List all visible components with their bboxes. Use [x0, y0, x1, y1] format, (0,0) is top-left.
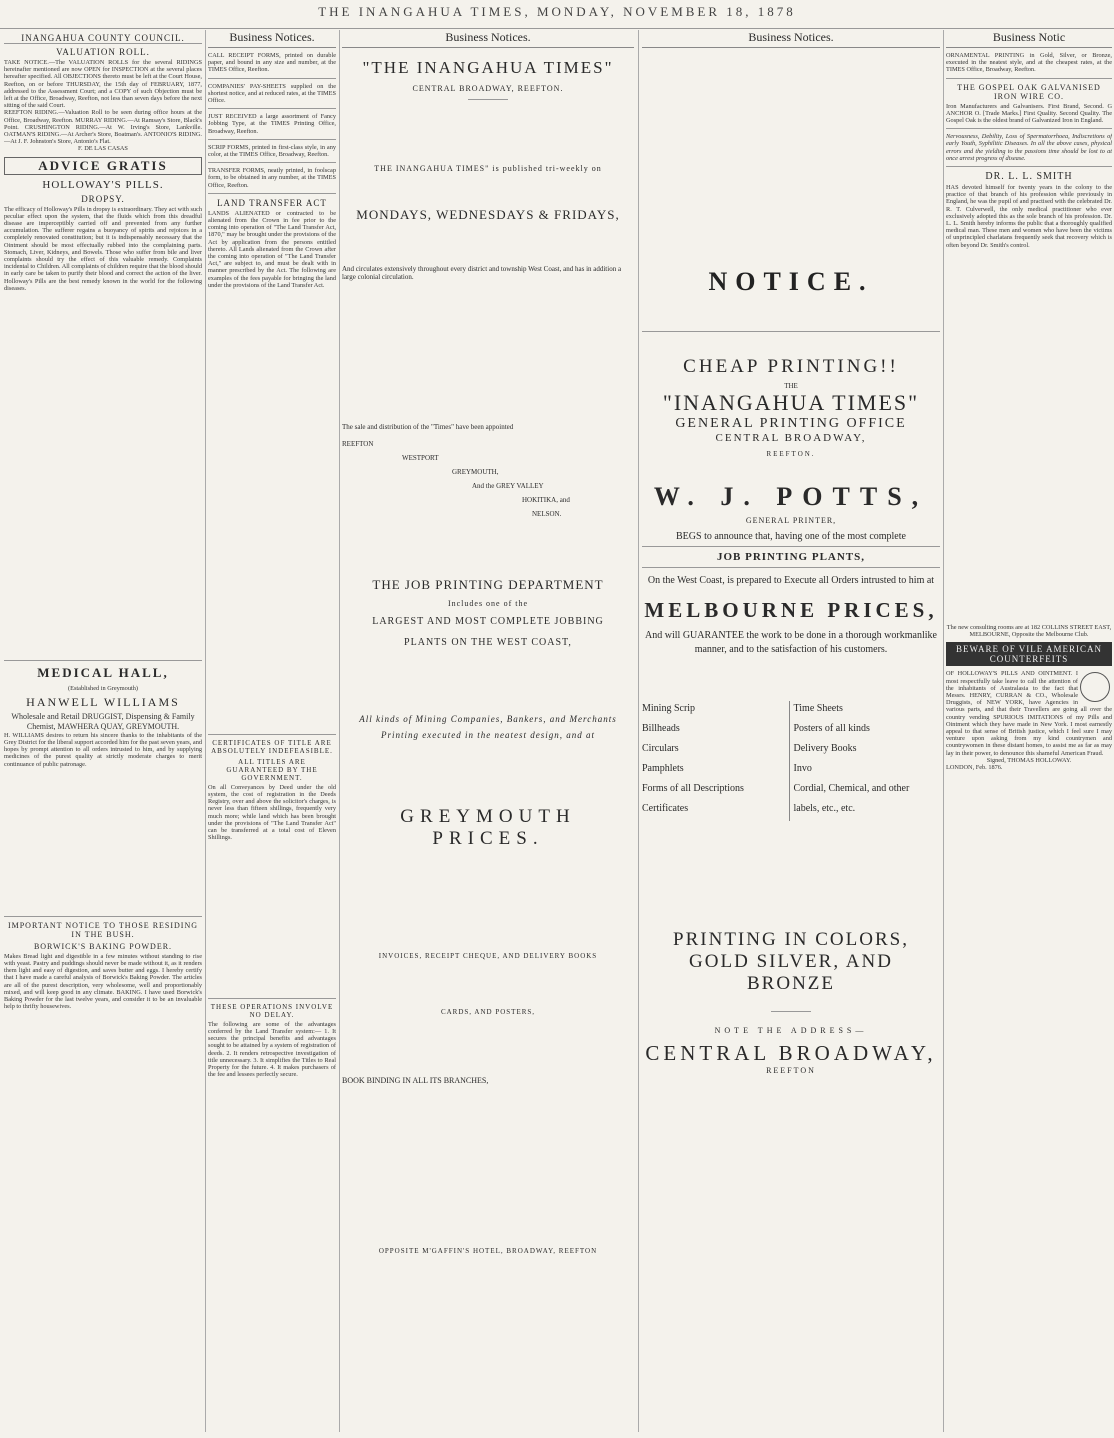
- ridings-list: REEFTON RIDING.—Valuation Roll to be seen during office hours at the Office, Broadway, Reefton. MURRAY RIDING.—At Ramsay's Store, Black's Point. CRUSHINGTON RIDING.—At W. Irving's Store, Lankville. OATMAN'S RIDING.—At Archer's Store, Boatman's. ANTONIO'S RIDING.—At J. F. Johnston's Store, Antonio's Flat.: [4, 109, 202, 146]
- london-date: LONDON, Feb. 1876.: [946, 764, 1003, 772]
- holloway-counterfeit-text: OF HOLLOWAY'S PILLS AND OINTMENT. I most respectfully take leave to call the attention of the inhabitants of Australasia to the fact that Messrs. HENRY, CURRAN & CO., Wholesale Druggists, of NEW YORK, have Agencies in various parts, and that their Travellers are going all over the country vending SPURIOUS IMITATIONS of my Pills and Ointment which they have made in New York. I most earnestly appeal to that sense of British justice, which I feel sure I may venture upon asking from my kind countrymen and countrywomen in these distant homes, to assist me as far as may lay in their power, to denounce this shameful American Fraud.: [946, 670, 1112, 757]
- west-coast-line: On the West Coast, is prepared to Execute all Orders intrusted to him at: [647, 575, 935, 586]
- operations-heading: THESE OPERATIONS INVOLVE NO DELAY.: [210, 1002, 334, 1019]
- gospel-oak-heading: THE GOSPEL OAK GALVANISED IRON WIRE CO.: [957, 82, 1101, 101]
- divider: [208, 193, 336, 194]
- notice-type: JUST RECEIVED a large assortment of Fancy Jobbing Type, at the TIMES Printing Office, Broadway, Reefton.: [208, 113, 336, 135]
- consulting-rooms: The new consulting rooms are at 182 COLLINS STREET EAST, MELBOURNE, Opposite the Melbourne Club.: [946, 624, 1112, 639]
- valuation-notice: TAKE NOTICE.—The VALUATION ROLLS for the several RIDINGS hereinafter mentioned are now OPEN for INSPECTION at the several places hereafter specified. All OBJECTIONS thereto must be left at the Court House, Reefton, on or before THURSDAY, the 15th day of FEBRUARY, 1877, addressed to the Assessment Court; and a COPY of such Objection must be left at the Office, Broadway, Reefton, not less than seven days before the next sitting of the said Court.: [4, 59, 202, 110]
- times-title: "THE INANGAHUA TIMES": [362, 58, 614, 77]
- reefton-line: REEFTON.: [766, 450, 816, 458]
- central-broadway: CENTRAL BROADWAY,: [715, 432, 867, 444]
- town-item: And the GREY VALLEY: [472, 482, 544, 490]
- services-right: [789, 701, 941, 821]
- nervousness-text: Nervousness, Debility, Loss of Spermatorrhoea, Indiscretions of early Youth, Syphilitic Diseases. In all the above cases, physical errors and the yielding to the passions time should be lost to at once arrest progress of disease.: [946, 133, 1112, 162]
- ornamental-notice: ORNAMENTAL PRINTING in Gold, Silver, or Bronze, executed in the neatest style, and at the cheapest rates, at the TIMES Office, Broadway, Reefton.: [946, 52, 1112, 74]
- column-5: [946, 30, 1112, 1432]
- service-item: Invo: [793, 763, 812, 774]
- printing-colors: PRINTING IN COLORS, GOLD SILVER, AND BRONZE: [673, 929, 909, 994]
- column-rule: [638, 30, 639, 1432]
- chemist-text: H. WILLIAMS desires to return his sincere thanks to the inhabitants of the Grey District for the liberal support accorded him for the past seven years, and hopes by prompt attention to all orders intrusted to him, and by supplying medicines of the purest quality at strictly moderate charges to merit continuance of public patronage.: [4, 731, 202, 768]
- divider: [771, 1011, 811, 1012]
- service-item: Delivery Books: [793, 743, 857, 754]
- opposite-line: OPPOSITE M'GAFFIN'S HOTEL, BROADWAY, REEFTON: [378, 1247, 598, 1255]
- includes-line: Includes one of the: [447, 599, 529, 608]
- service-item: Pamphlets: [642, 763, 684, 774]
- business-notices-heading: Business Notic: [946, 30, 1112, 48]
- central-broadway-large: CENTRAL BROADWAY,: [645, 1041, 937, 1065]
- plants-line: PLANTS ON THE WEST COAST,: [404, 637, 572, 648]
- column-1: [4, 30, 202, 1432]
- certificates-heading: CERTIFICATES OF TITLE ARE ABSOLUTELY INDEFEASIBLE.: [211, 738, 333, 755]
- notice-heading: NOTICE.: [708, 267, 874, 296]
- largest-line: LARGEST AND MOST COMPLETE JOBBING: [372, 616, 604, 627]
- printing-line: Printing executed in the neatest design, and at: [381, 730, 595, 740]
- services-left: [642, 701, 789, 821]
- borwick-heading: BORWICK'S BAKING POWDER.: [33, 941, 173, 951]
- notice-call-receipt: CALL RECEIPT FORMS, printed on durable paper, and bound in any size and number, at the TIMES Office, Reefton.: [208, 52, 336, 74]
- important-notice-heading: IMPORTANT NOTICE TO THOSE RESIDING IN THE BUSH.: [7, 920, 199, 939]
- divider: [4, 660, 202, 661]
- the-word: THE: [784, 382, 798, 390]
- business-notices-heading: Business Notices.: [342, 30, 634, 48]
- note-address: NOTE THE ADDRESS—: [714, 1026, 868, 1035]
- melbourne-prices: MELBOURNE PRICES,: [644, 598, 938, 622]
- service-item: Circulars: [642, 743, 679, 754]
- gospel-oak-text: Iron Manufacturers and Galvanisers. First Brand, Second. G ANCHOR O. [Trade Marks.] First Quality. Second Quality. The Gospel Oak is the oldest brand of Galvanized Iron in England.: [946, 102, 1112, 125]
- dr-smith-heading: DR. L. L. SMITH: [985, 171, 1073, 183]
- printing-services-list: [642, 701, 940, 821]
- council-signer: F. DE LAS CASAS: [78, 145, 128, 153]
- column-3: [342, 30, 634, 1432]
- column-rule: [205, 30, 206, 1432]
- service-item: Certificates: [642, 803, 689, 814]
- divider: [208, 998, 336, 999]
- town-item: WESTPORT: [402, 454, 439, 462]
- general-printing-office: GENERAL PRINTING OFFICE: [675, 416, 907, 431]
- divider: [208, 162, 336, 163]
- column-4: [642, 30, 940, 1432]
- guaranteed-heading: ALL TITLES ARE GUARANTEED BY THE GOVERNMENT.: [226, 757, 318, 782]
- guarantee-line: And will GUARANTEE the work to be done in a thorough workmanlike manner, and to the satisfaction of his customers.: [645, 630, 937, 655]
- divider: [946, 78, 1112, 79]
- town-item: NELSON.: [532, 510, 562, 518]
- divider: [946, 166, 1112, 167]
- column-rule: [339, 30, 340, 1432]
- service-item: Billheads: [642, 723, 680, 734]
- times-title-large: "INANGAHUA TIMES": [662, 390, 920, 415]
- notice-transfer: TRANSFER FORMS, neatly printed, in foolscap form, to be obtained in any number, at the TIMES Office, Reefton.: [208, 167, 336, 189]
- times-address: CENTRAL BROADWAY, REEFTON.: [412, 84, 564, 93]
- divider: [208, 139, 336, 140]
- divider: [468, 99, 508, 100]
- masthead: THE INANGAHUA TIMES, MONDAY, NOVEMBER 18, 1878: [0, 4, 1114, 29]
- divider: [4, 916, 202, 917]
- service-item: Mining Scrip: [642, 703, 696, 714]
- guarantee-text: On all Conveyances by Deed under the old system, the cost of registration in the Deeds Registry, over and above the solicitor's charges, is never less than fifteen shillings, frequently very much more; while land which has been brought under the provisions of "The Land Transfer Act" can be transferred at a total cost of Eleven Shillings.: [208, 783, 336, 842]
- divider: [642, 546, 940, 547]
- chemist-lines: Wholesale and Retail DRUGGIST, Dispensing & Family Chemist, MAWHERA QUAY, GREYMOUTH.: [11, 711, 195, 731]
- notice-scrip: SCRIP FORMS, printed in first-class style, in any color, at the TIMES Office, Broadway, Reefton.: [208, 143, 336, 159]
- divider: [208, 108, 336, 109]
- dr-smith-text: HAS devoted himself for twenty years in the colony to the practice of that branch of his profession while previously in England, he was the pupil of and practised with the celebrated Dr. R. T. Culverwell, the only medical practitioner who ever exclusively adopted this as the sole branch of his profession. Dr. L. L. Smith hereby informs the public that a thoroughly qualified medical man. These men and women who have been the victims of unprincipled charlatans frequently seek that recovery which is often beyond Dr. Smith's control.: [946, 184, 1112, 249]
- business-notices-heading: Business Notices.: [642, 30, 940, 48]
- town-item: HOKITIKA, and: [522, 496, 570, 504]
- borwick-text: Makes Bread light and digestible in a few minutes without standing to rise with yeast. Pastry and puddings should never be made without it, as it renders them light and easy of digestion, and saves butter and eggs. I hereby certify that I have made a careful analysis of Borwick's Baking Powder. The articles are all of the purest description, very wholesome, well and proportionably mixed, and will keep good in any climate. BAKING. I have used Borwick's Baking Powder for the last twelve years, and consider it to be an invaluable help to thrifty housewives.: [4, 952, 202, 1011]
- council-heading: INANGAHUA COUNTY COUNCIL.: [4, 33, 202, 44]
- divider: [642, 331, 940, 332]
- hanwell-williams: HANWELL WILLIAMS: [26, 694, 180, 709]
- reefton-footer: REEFTON: [766, 1066, 816, 1075]
- published-line: THE INANGAHUA TIMES" is published tri-weekly on: [374, 164, 602, 173]
- medical-established: (Established in Greymouth): [68, 684, 138, 692]
- advice-gratis-heading: ADVICE GRATIS: [4, 157, 202, 175]
- holloway-heading: HOLLOWAY'S PILLS.: [42, 178, 164, 191]
- towns-list: [342, 437, 634, 521]
- sale-line: The sale and distribution of the "Times" have been appointed: [342, 423, 514, 431]
- cards-line: CARDS, AND POSTERS,: [440, 1008, 536, 1016]
- notice-pay-sheets: COMPANIES' PAY-SHEETS supplied on the shortest notice, and at reduced rates, at the TIMES Office.: [208, 82, 336, 105]
- potts-heading: W. J. POTTS,: [653, 482, 929, 511]
- mining-line: All kinds of Mining Companies, Bankers, and Merchants: [359, 714, 617, 724]
- divider: [208, 78, 336, 79]
- holloway-text: The efficacy of Holloway's Pills in dropsy is extraordinary. They act with such peculiar effect upon the system, that the fluids which from this dreadful disease are imperceptibly carried off and prevented from any further accumulation. The sufferer regains a buoyancy of spirits and rejoices in a completely renovated constitution; but it is indispensably necessary that the Ointment should be most effectually rubbed into the complaining parts. Stomach, Liver, Kidneys, and Bowels. Those who suffer from bile and liver complaints should try the effect of this valuable remedy. Complaints incidental to Children. All complaints of children require that the blood should in early care be taken to purify their blood and correct the action of the liver. Holloway's Pills are the best remedy known in the world for the following diseases.: [4, 205, 202, 292]
- dropsy-heading: DROPSY.: [81, 193, 125, 204]
- column-rule: [943, 30, 944, 1432]
- valuation-roll-heading: VALUATION ROLL.: [56, 47, 150, 57]
- service-item: Posters of all kinds: [793, 723, 870, 734]
- column-2: [208, 30, 336, 1432]
- service-item: Time Sheets: [793, 703, 843, 714]
- divider: [208, 734, 336, 735]
- service-item: labels, etc., etc.: [793, 803, 856, 814]
- divider: [642, 567, 940, 568]
- holloway-signature: Signed, THOMAS HOLLOWAY.: [986, 756, 1072, 764]
- business-notices-heading: Business Notices.: [208, 30, 336, 48]
- land-transfer-heading: LAND TRANSFER ACT: [217, 197, 327, 208]
- greymouth-prices: GREYMOUTH PRICES.: [400, 806, 576, 849]
- town-item: REEFTON: [342, 440, 374, 448]
- service-item: Cordial, Chemical, and other: [793, 783, 910, 794]
- beware-banner: BEWARE OF VILE AMERICAN COUNTERFEITS: [946, 642, 1112, 666]
- circulation-line: And circulates extensively throughout every district and township West Coast, and has in addition a large colonial circulation.: [342, 265, 622, 281]
- medical-hall-heading: MEDICAL HALL,: [37, 664, 169, 680]
- divider: [946, 128, 1112, 129]
- service-item: Forms of all Descriptions: [642, 783, 744, 794]
- general-printer: GENERAL PRINTER,: [745, 516, 837, 525]
- town-item: GREYMOUTH,: [452, 468, 499, 476]
- operations-text: The following are some of the advantages conferred by the Land Transfer system:— 1. It secures the principal benefits and advantages sought to be attained by a system of registration of deeds. 2. It renders retrospective investigation of title unnecessary. 3. It simplifies the Titles to Real Property for the future. 4. It makes purchasers of the fee and lessees perfectly secure.: [208, 1020, 336, 1079]
- job-plants-line: JOB PRINTING PLANTS,: [716, 551, 866, 563]
- invoices-line: INVOICES, RECEIPT CHEQUE, AND DELIVERY BOOKS: [378, 952, 598, 960]
- cheap-printing: CHEAP PRINTING!!: [683, 356, 899, 377]
- job-department-heading: THE JOB PRINTING DEPARTMENT: [372, 577, 604, 592]
- land-transfer-text: LANDS ALIENATED or contracted to be alienated from the Crown in fee prior to the coming into operation of "The Land Transfer Act, 1870," may be brought under the provisions of the Act by application from the persons entitled thereto. All Lands alienated from the Crown after the coming into operation of "The Land Transfer Act," are subject to, and must be dealt with in manner prescribed by the Act. The following are examples of the fees payable for bringing the land under the provisions of the Land Transfer Act.: [208, 209, 336, 289]
- publication-days: MONDAYS, WEDNESDAYS & FRIDAYS,: [356, 207, 620, 222]
- binding-line: BOOK BINDING IN ALL ITS BRANCHES,: [342, 1076, 489, 1085]
- begs-line: BEGS to announce that, having one of the most complete: [676, 531, 906, 542]
